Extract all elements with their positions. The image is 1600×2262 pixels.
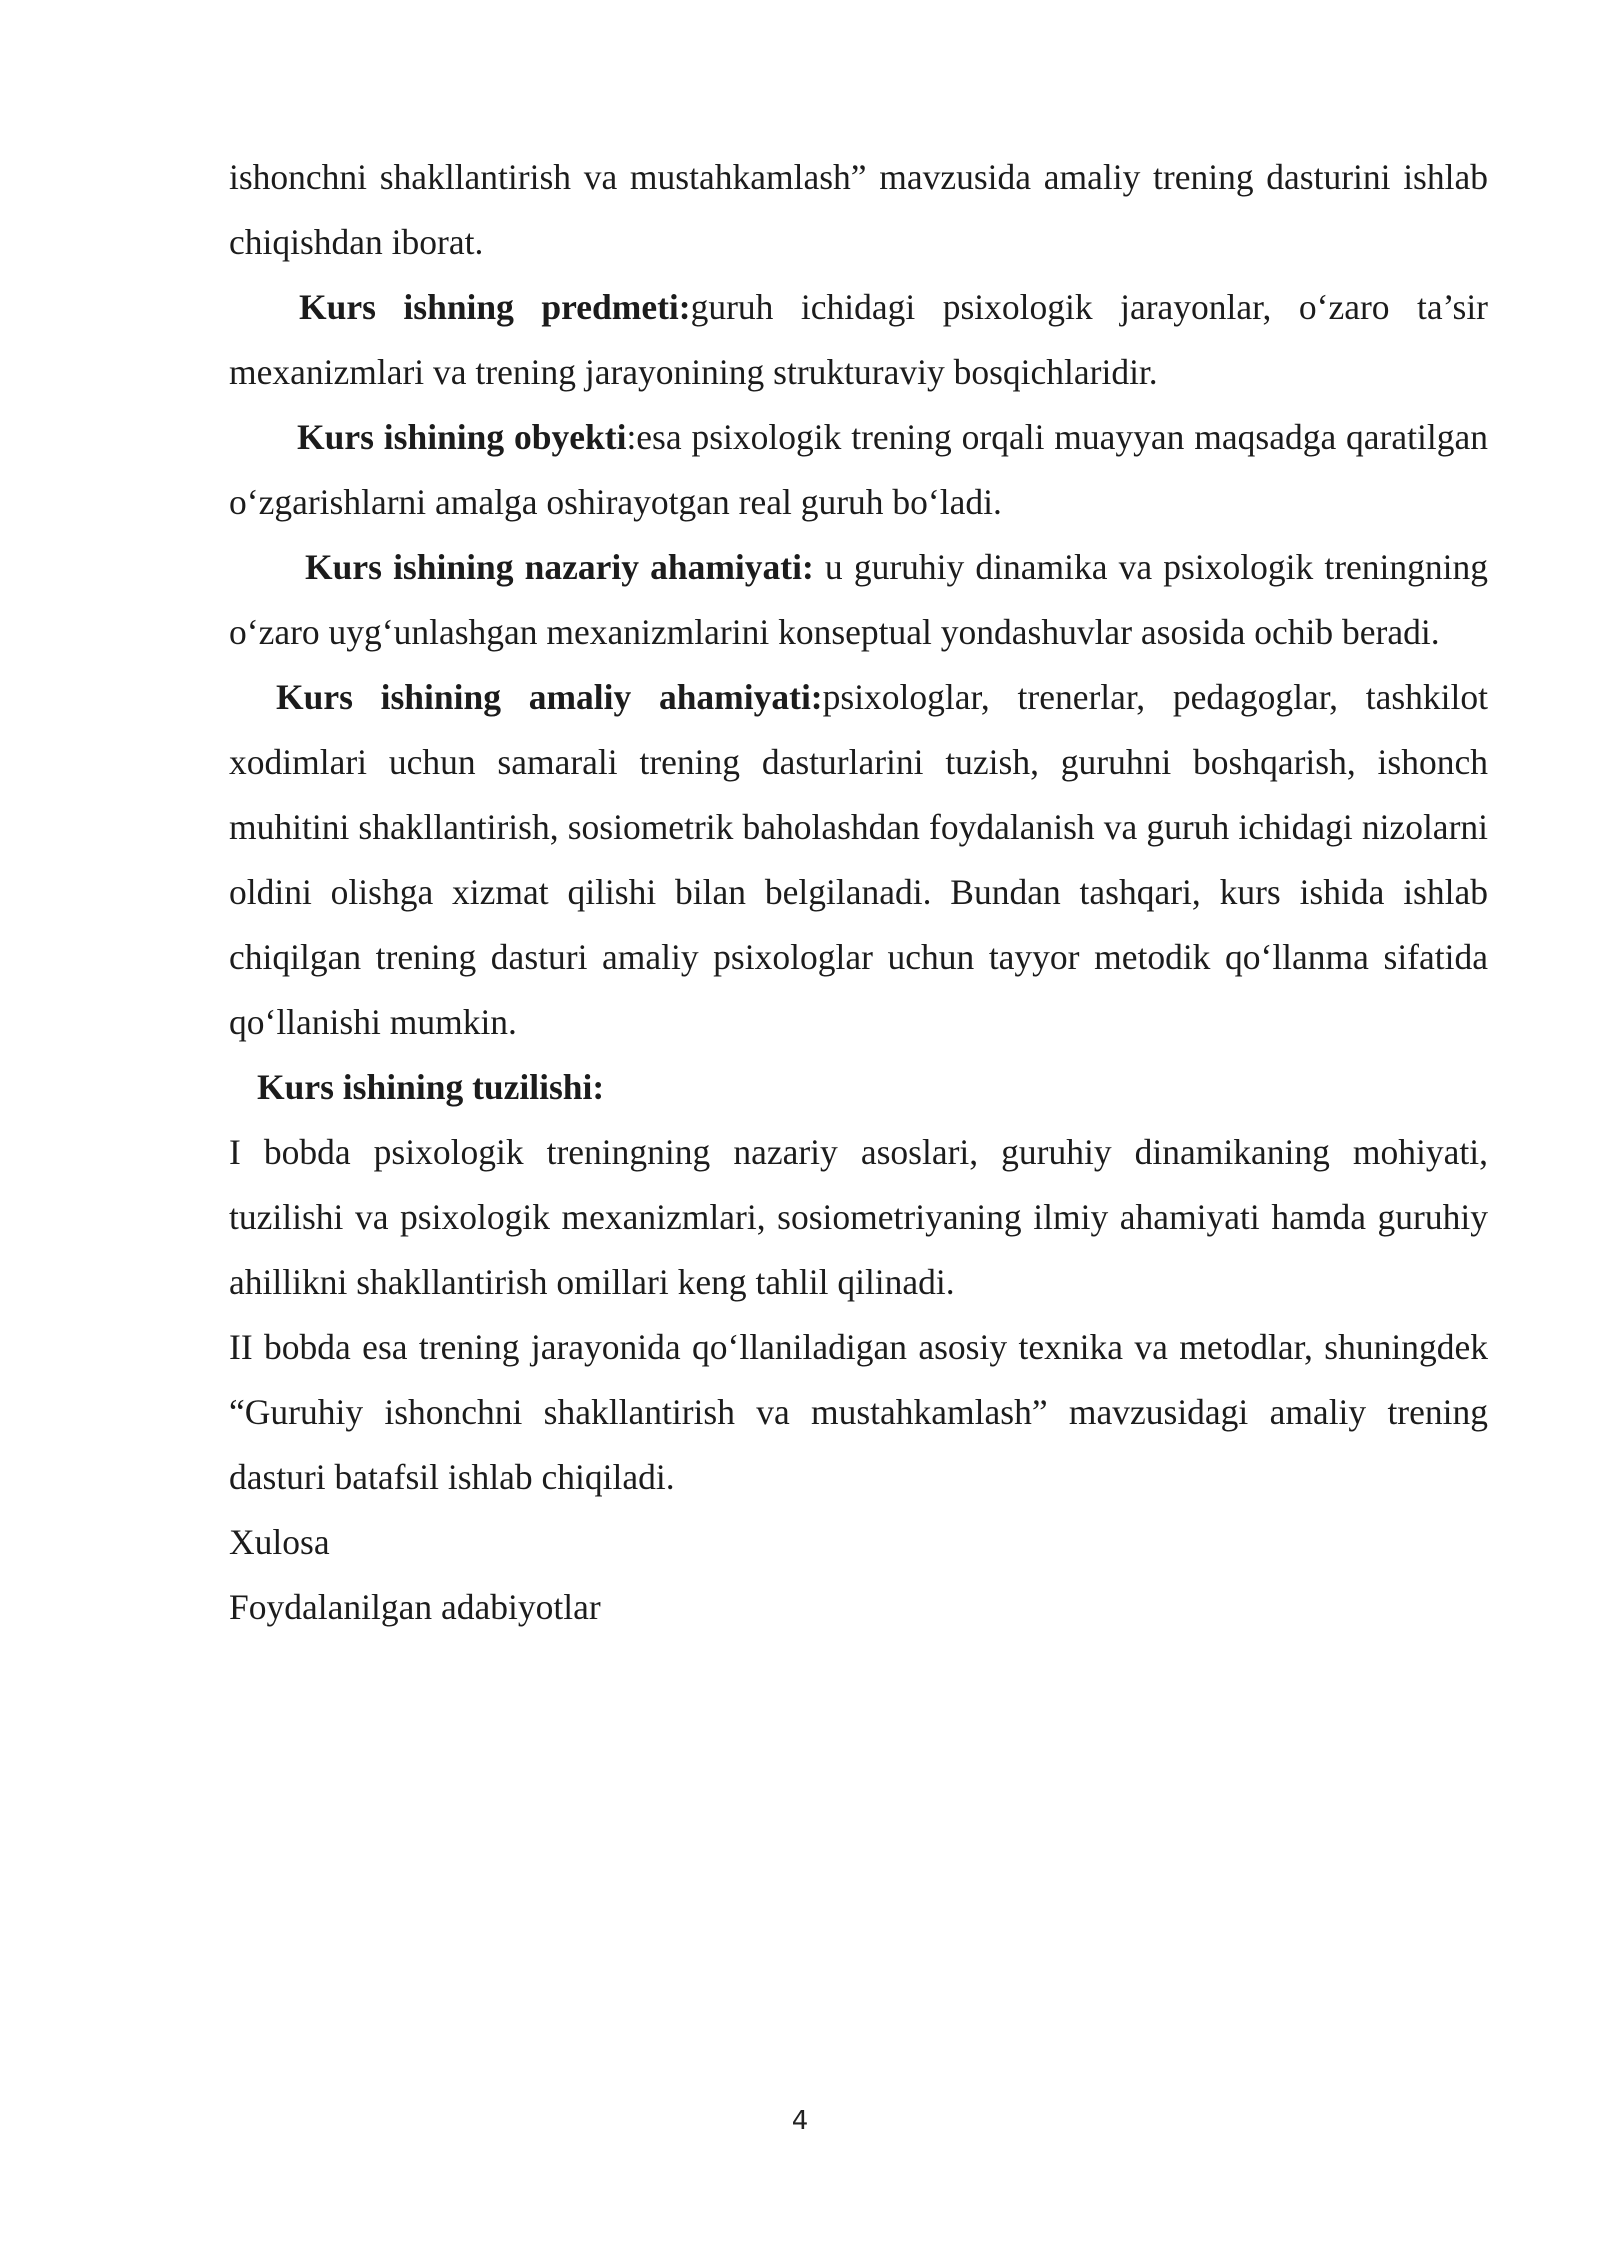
tuzilishi-heading-label: Kurs ishining tuzilishi:	[257, 1067, 605, 1107]
amaliy-label: Kurs ishining amaliy ahamiyati:	[276, 677, 823, 717]
obyekt-text: :esa psixologik trening orqali muayyan maqsadga qaratilgan o‘zgarishlarni amalga oshirayotgan real guruh bo‘ladi.	[229, 417, 1488, 522]
amaliy-paragraph	[229, 665, 1488, 1055]
predmet-text: guruh ichidagi psixologik jarayonlar, o‘zaro ta’sir mexanizmlari va trening jarayonining strukturaviy bosqichlaridir.	[229, 287, 1488, 392]
adabiyotlar-line: Foydalanilgan adabiyotlar	[229, 1587, 601, 1627]
obyekt-paragraph	[229, 405, 1488, 535]
predmet-label: Kurs ishning predmeti:	[299, 287, 691, 327]
amaliy-text: psixologlar, trenerlar, pedagoglar, tashkilot xodimlari uchun samarali trening dasturlarini tuzish, guruhni boshqarish, ishonch muhitini shakllantirish, sosiometrik baholashdan foydalanish va guruh ichidagi nizolarni oldini olishga xizmat qilishi bilan belgilanadi. Bundan tashqari, kurs ishida ishlab chiqilgan trening dasturi amaliy psixologlar uchun tayyor metodik qo‘llanma sifatida qo‘llanishi mumkin.	[229, 677, 1488, 1042]
page-number: 4	[791, 2106, 809, 2136]
bob1-paragraph: I bobda psixologik treningning nazariy asoslari, guruhiy dinamikaning mohiyati, tuzilishi va psixologik mexanizmlari, sosiometriyaning ilmiy ahamiyati hamda guruhiy ahillikni shakllantirish omillari keng tahlil qilinadi.	[229, 1132, 1488, 1302]
intro-paragraph: ishonchni shakllantirish va mustahkamlash” mavzusida amaliy trening dasturini ishlab chiqishdan iborat.	[229, 157, 1488, 262]
xulosa-line: Xulosa	[229, 1522, 330, 1562]
tuzilishi-heading	[229, 1055, 1488, 1120]
bob2-paragraph: II bobda esa trening jarayonida qo‘llaniladigan asosiy texnika va metodlar, shuningdek “Guruhiy ishonchni shakllantirish va mustahkamlash” mavzusidagi amaliy trening dasturi batafsil ishlab chiqiladi.	[229, 1327, 1488, 1497]
nazariy-paragraph	[229, 535, 1488, 665]
document-page-body	[229, 145, 1488, 1640]
nazariy-text: u guruhiy dinamika va psixologik treningning o‘zaro uyg‘unlashgan mexanizmlarini konseptual yondashuvlar asosida ochib beradi.	[229, 547, 1488, 652]
obyekt-label: Kurs ishining obyekti	[297, 417, 627, 457]
nazariy-label: Kurs ishining nazariy ahamiyati:	[305, 547, 814, 587]
predmet-paragraph	[229, 275, 1488, 405]
